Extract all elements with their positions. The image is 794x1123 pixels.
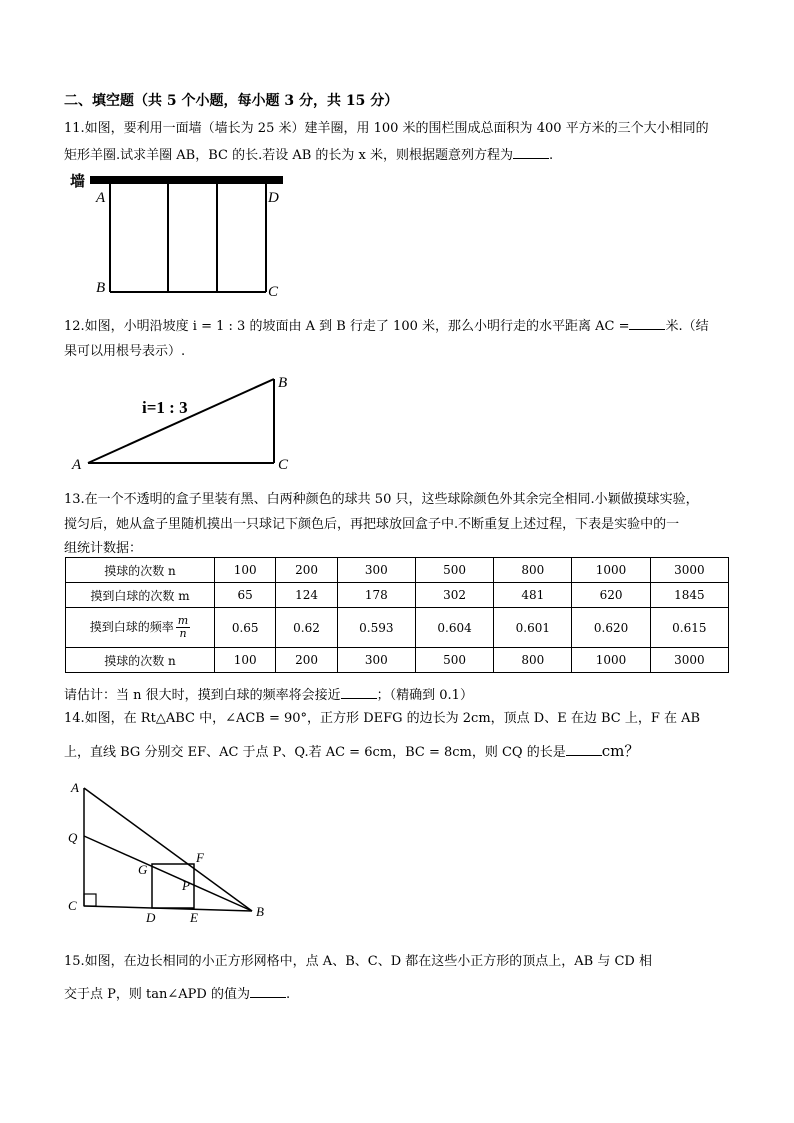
table-cell: 65 [215,583,276,608]
q11-line2-end: . [549,148,554,163]
table-cell: 800 [494,558,572,583]
q14-answer-blank [566,743,602,756]
point-c: C [278,457,289,473]
fraction-numerator: m [177,614,189,627]
table-cell: 0.593 [337,608,415,648]
q15-line2-end: . [285,987,291,1002]
table-cell: 300 [337,648,415,673]
q13-estimate-text: 请估计：当 n 很大时，摸到白球的频率将会接近 [64,688,341,703]
table-cell: 3000 [650,648,728,673]
table-cell: 178 [337,583,415,608]
q13-line3: 组统计数据： [64,541,143,556]
point-b: B [96,280,106,296]
table-cell: 1000 [572,558,650,583]
table-cell: 300 [337,558,415,583]
q12-figure [60,368,310,476]
point-a: A [72,457,82,473]
q13-estimate [64,684,473,703]
table-cell: 500 [415,558,493,583]
q11-line2-text: 矩形羊圈.试求羊圈 AB，BC 的长.若设 AB 的长为 x 米，则根据题意列方程为 [64,148,514,163]
table-cell: 0.601 [494,608,572,648]
q11-line2 [64,144,553,163]
wall-bar [90,176,283,184]
q12-line1-end: 米.（结 [665,319,709,334]
table-cell: 200 [276,558,337,583]
table-cell: 0.65 [215,608,276,648]
q11-figure [60,168,300,300]
row-label: 摸到白球的次数 m [66,583,215,608]
table-cell: 1000 [572,648,650,673]
table-cell: 500 [415,648,493,673]
point-q: Q [68,830,78,845]
point-f: F [196,850,204,865]
table-cell: 124 [276,583,337,608]
q12-line2: 果可以用根号表示）. [64,344,186,359]
table-cell: 481 [494,583,572,608]
table-row [66,583,729,608]
row-label: 摸球的次数 n [66,648,215,673]
q12-line1-text: 12.如图，小明沿坡度 i = 1 : 3 的坡面由 A 到 B 行走了 100 米，那么小明行走的水平距离 AC = [64,319,630,334]
point-e: E [190,910,198,925]
row-label: 摸球的次数 n [66,558,215,583]
table-cell: 302 [415,583,493,608]
table-row [66,648,729,673]
table-cell: 100 [215,648,276,673]
slope-label: i=1 : 3 [142,398,188,417]
point-d: D [268,190,279,206]
q15-answer-blank [250,985,286,998]
q13-line1: 13.在一个不透明的盒子里装有黑、白两种颜色的球共 50 只，这些球除颜色外其余完全相同.小颖做摸球实验， [64,492,699,507]
q14-line1: 14.如图，在 Rt△ABC 中，∠ACB = 90°，正方形 DEFG 的边长为 2cm，顶点 D、E 在边 BC 上，F 在 AB [64,711,701,726]
q12-answer-blank [629,317,665,330]
fraction-denominator: n [179,627,187,640]
q13-answer-blank [341,686,377,699]
table-cell: 3000 [650,558,728,583]
table-cell: 0.604 [415,608,493,648]
point-p: P [182,878,190,893]
q14-line2-text: 上，直线 BG 分别交 EF、AC 于点 P、Q.若 AC = 6cm，BC = 8cm，则 CQ 的长是 [64,745,566,760]
table-row [66,558,729,583]
wall-label: 墙 [70,174,86,190]
right-angle-mark [84,894,96,906]
table-cell: 620 [572,583,650,608]
point-a: A [71,780,79,795]
table-cell: 800 [494,648,572,673]
section-title: 二、填空题（共 5 个小题，每小题 3 分，共 15 分） [64,93,399,109]
table-cell: 1845 [650,583,728,608]
q15-line1: 15.如图，在边长相同的小正方形网格中，点 A、B、C、D 都在这些小正方形的顶点上，AB 与 CD 相 [64,954,652,969]
q11-answer-blank [513,146,549,159]
point-c: C [268,284,279,300]
row-label-text: 摸到白球的频率 [89,620,174,634]
point-d: D [146,910,156,925]
fraction-m-over-n [176,615,190,640]
point-b: B [256,904,264,919]
stats-table [65,557,729,673]
table-cell: 100 [215,558,276,583]
q13-line2: 搅匀后，她从盒子里随机摸出一只球记下颜色后，再把球放回盒子中.不断重复上述过程，下表是实验中的一 [64,517,680,532]
q12-line1 [64,315,709,334]
table-row [66,608,729,648]
q13-estimate-end: ；（精确到 0.1） [376,688,473,703]
q11-line1: 11.如图，要利用一面墙（墙长为 25 米）建羊圈，用 100 米的围栏围成总面积为 400 平方米的三个大小相同的 [64,121,709,136]
table-cell: 0.62 [276,608,337,648]
row-label [66,608,215,648]
point-b: B [278,375,288,391]
point-c: C [68,898,77,913]
q14-line2 [64,740,639,761]
q14-figure [60,772,280,928]
table-cell: 0.620 [572,608,650,648]
q15-line2-text: 交于点 P，则 tan∠APD 的值为 [64,987,250,1002]
point-a: A [96,190,106,206]
q15-line2 [64,983,290,1002]
table-cell: 0.615 [650,608,728,648]
q14-line2-end: cm？ [601,742,640,760]
point-g: G [138,862,148,877]
table-cell: 200 [276,648,337,673]
